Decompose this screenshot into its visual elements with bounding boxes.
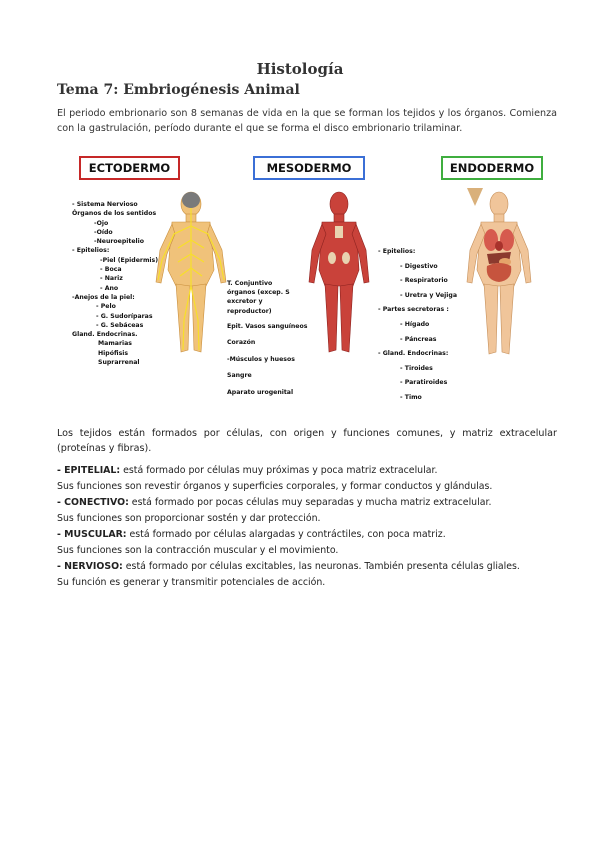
endodermo-label: ENDODERMO bbox=[441, 156, 543, 180]
tissue-description: está formado por pocas células muy separadas y mucha matriz extracelular. bbox=[128, 497, 492, 508]
list-item: -Ojo bbox=[94, 219, 109, 227]
list-item: - G. Sudoríparas bbox=[96, 312, 153, 320]
tissues-intro: Los tejidos están formados por células, con origen y funciones comunes, y matriz extracelular (proteínas y fibras). bbox=[57, 428, 557, 454]
intro-paragraph: El periodo embrionario son 8 semanas de vida en la que se forman los tejidos y los órganos. Comienza con la gastrulación, período durante el que se forma el disco embrionario trilaminar. bbox=[57, 108, 557, 134]
list-item: Corazón bbox=[227, 339, 256, 347]
mesodermo-list bbox=[227, 279, 307, 400]
list-item: Hipófisis bbox=[98, 349, 129, 357]
list-item: - Ano bbox=[100, 284, 119, 292]
list-item: - Uretra y Vejiga bbox=[400, 291, 458, 299]
endodermo-list bbox=[378, 245, 457, 406]
tissue-functions: Su función es generar y transmitir potenciales de acción. bbox=[57, 577, 326, 588]
list-item: Órganos de los sentidos bbox=[72, 210, 157, 218]
list-item: -Músculos y huesos bbox=[227, 355, 295, 363]
list-item: -Piel (Epidermis) bbox=[100, 256, 159, 264]
internal-organs-figure bbox=[461, 188, 537, 360]
tissue-muscular bbox=[57, 527, 557, 543]
list-item: Mamarias bbox=[98, 340, 132, 348]
list-item: - Sistema Nervioso bbox=[72, 201, 138, 208]
list-item: - Digestivo bbox=[400, 262, 438, 270]
list-item: - Hígado bbox=[400, 320, 430, 328]
nervous-system-figure bbox=[148, 190, 234, 360]
tissue-name: - CONECTIVO: bbox=[57, 497, 129, 508]
list-item: -Oído bbox=[94, 228, 113, 236]
list-item: - Epitelios: bbox=[378, 248, 416, 255]
list-item: - Nariz bbox=[100, 275, 123, 283]
ectodermo-label: ECTODERMO bbox=[79, 156, 180, 180]
ectodermo-list bbox=[72, 200, 158, 367]
tissue-name: - NERVIOSO: bbox=[57, 561, 123, 572]
list-item: - Epitelios: bbox=[72, 247, 110, 255]
tissue-functions: Sus funciones son proporcionar sostén y dar protección. bbox=[57, 513, 321, 524]
tissue-description: está formado por células alargadas y contráctiles, con poca matriz. bbox=[126, 529, 446, 540]
tissue-name: - MUSCULAR: bbox=[57, 529, 127, 540]
list-item: T. Conjuntivo órganos (excep. S excretor y reproductor) bbox=[227, 280, 290, 315]
list-item: - Boca bbox=[100, 266, 122, 274]
list-item: - Páncreas bbox=[400, 335, 437, 343]
section-title: Tema 7: Embriogénesis Animal bbox=[57, 82, 300, 98]
list-item: -Neuroepitelio bbox=[94, 238, 145, 246]
list-item: - G. Sebáceas bbox=[96, 321, 144, 329]
muscular-system-figure bbox=[304, 190, 374, 360]
list-item: - Pelo bbox=[96, 303, 116, 311]
list-item: - Respiratorio bbox=[400, 277, 448, 285]
tissue-epitelial bbox=[57, 463, 557, 479]
list-item: - Partes secretoras : bbox=[378, 306, 449, 314]
list-item: Aparato urogenital bbox=[227, 388, 294, 396]
tissue-conectivo bbox=[57, 495, 557, 511]
tissue-types bbox=[57, 463, 557, 591]
list-item: - Tiroides bbox=[400, 364, 433, 372]
tissue-nervioso bbox=[57, 559, 557, 575]
list-item: Suprarrenal bbox=[98, 359, 140, 367]
tissue-functions: Sus funciones son la contracción muscular y el movimiento. bbox=[57, 545, 339, 556]
list-item: Sangre bbox=[227, 372, 252, 380]
tissue-description: está formado por células excitables, las neuronas. También presenta células gliales. bbox=[122, 561, 520, 572]
list-item: -Anejos de la piel: bbox=[72, 293, 135, 301]
list-item: - Gland. Endocrinas: bbox=[378, 350, 449, 358]
list-item: Gland. Endocrinas. bbox=[72, 331, 138, 339]
mesodermo-label: MESODERMO bbox=[253, 156, 365, 180]
tissue-name: - EPITELIAL: bbox=[57, 465, 121, 476]
tissue-functions: Sus funciones son revestir órganos y superficies corporales, y formar conductos y glándulas. bbox=[57, 481, 493, 492]
tissue-description: está formado por células muy próximas y poca matriz extracelular. bbox=[120, 465, 438, 476]
list-item: Epit. Vasos sanguíneos bbox=[227, 322, 308, 330]
list-item: - Timo bbox=[400, 393, 422, 401]
list-item: - Paratiroides bbox=[400, 379, 448, 387]
page-title: Histología bbox=[256, 60, 344, 78]
